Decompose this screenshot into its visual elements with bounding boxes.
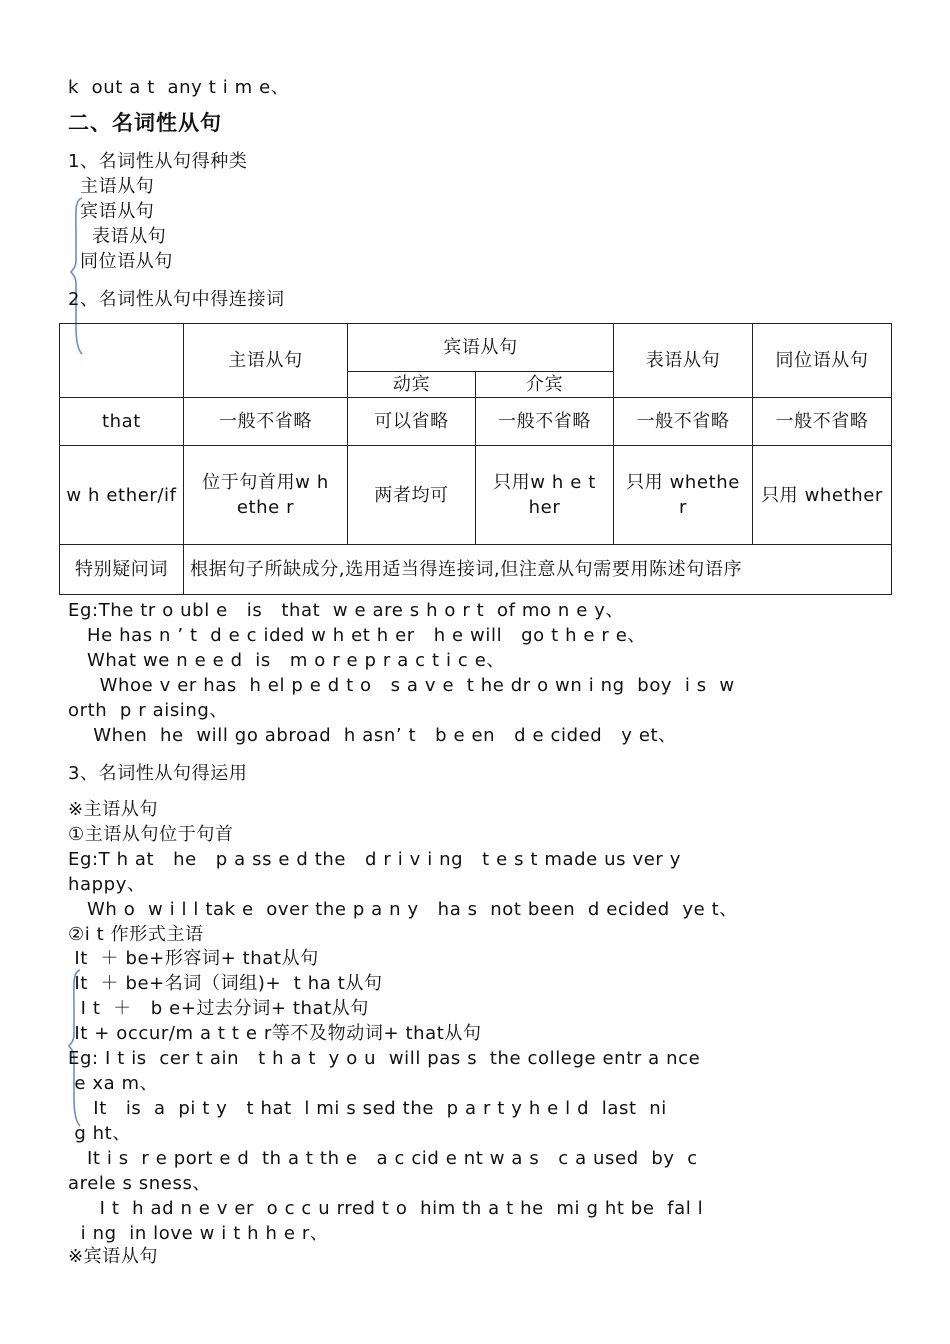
- table-cell-special-text: 根据句子所缺成分,选用适当得连接词,但注意从句需要用陈述句语序: [184, 545, 892, 595]
- pattern-line: It + occur/m a t t e r等不及物动词+ that从句: [68, 1023, 482, 1044]
- header-prep-object: 介宾: [476, 372, 614, 398]
- table-cell: 一般不省略: [753, 398, 892, 446]
- example-line: i ng in love w i t h h e r、: [68, 1223, 329, 1244]
- table-cell: 两者均可: [348, 446, 476, 545]
- header-verb-object: 动宾: [348, 372, 476, 398]
- pattern-line: I t ＋ b e+过去分词+ that从句: [68, 998, 369, 1019]
- example-line: He has n ’ t d e c ided w h et h er h e will go t h e r e、: [68, 625, 646, 646]
- table-cell: 只用 whethe r: [614, 446, 753, 545]
- subject-clause-title: ※主语从句: [68, 799, 159, 820]
- example-line: orth p r aising、: [68, 700, 229, 721]
- table-cell: that: [60, 398, 184, 446]
- intro-line: k out a t any t i m e、: [68, 77, 290, 98]
- example-line: It i s r e port e d th a t th e a c cid e nt w a s c a used by c: [68, 1148, 698, 1169]
- pattern-line: It ＋ be+名词（词组)+ t ha t从句: [68, 973, 383, 994]
- header-object: 宾语从句: [348, 324, 614, 372]
- example-line: Whoe v er has h el p e d t o s a v e t he dr o wn i ng boy i s w: [68, 675, 735, 696]
- example-line: Eg: I t is cer t ain t h a t y o u will pas s the college entr a nce: [68, 1048, 701, 1069]
- example-line: arele s sness、: [68, 1173, 212, 1194]
- example-line: g ht、: [68, 1123, 131, 1144]
- table-cell: 一般不省略: [476, 398, 614, 446]
- example-line: happy、: [68, 874, 146, 895]
- sub2-heading: ②i t 作形式主语: [68, 924, 204, 945]
- object-clause-title: ※宾语从句: [68, 1246, 159, 1267]
- table-cell: 位于句首用w h ethe r: [184, 446, 348, 545]
- section-title: 二、名词性从句: [68, 111, 222, 135]
- table-corner-cell: [60, 324, 184, 398]
- header-subject: 主语从句: [184, 324, 348, 398]
- part1-heading: 1、名词性从句得种类: [68, 151, 248, 172]
- type-item-object: 宾语从句: [80, 201, 155, 222]
- type-item-predicative: 表语从句: [92, 226, 167, 247]
- type-item-subject: 主语从句: [80, 176, 155, 197]
- header-predicative: 表语从句: [614, 324, 753, 398]
- table-cell: 一般不省略: [184, 398, 348, 446]
- example-line: Eg:The tr o ubl e is that w e are s h o r t of mo n e y、: [68, 600, 625, 621]
- example-line: What we n e e d is m o r e p r a c t i c e、: [68, 650, 505, 671]
- part2-heading: 2、名词性从句中得连接词: [68, 289, 285, 310]
- table-cell: 一般不省略: [614, 398, 753, 446]
- pattern-line: It ＋ be+形容词+ that从句: [68, 948, 319, 969]
- table-cell: w h ether/if: [60, 446, 184, 545]
- example-line: When he will go abroad h asn’ t b e en d e cided y et、: [68, 725, 677, 746]
- example-line: e xa m、: [68, 1073, 159, 1094]
- header-appositive: 同位语从句: [753, 324, 892, 398]
- part3-heading: 3、名词性从句得运用: [68, 763, 248, 784]
- example-line: I t h ad n e v er o c c u rred t o him th a t he mi g ht be fal l: [68, 1198, 704, 1219]
- table-cell: 可以省略: [348, 398, 476, 446]
- table-cell-special-label: 特别疑问词: [60, 545, 184, 595]
- connective-table: [59, 323, 892, 595]
- sub1-heading: ①主语从句位于句首: [68, 824, 234, 845]
- example-line: It is a pi t y t hat l mi s sed the p a r t y h e l d last ni: [68, 1098, 667, 1119]
- type-item-appositive: 同位语从句: [80, 251, 173, 272]
- table-cell: 只用 whether: [753, 446, 892, 545]
- table-cell: 只用w h e t her: [476, 446, 614, 545]
- example-line: Eg:T h at he p a ss e d the d r i v i ng t e s t made us ver y: [68, 849, 681, 870]
- example-line: Wh o w i l l tak e over the p a n y ha s not been d ecided ye t、: [68, 899, 738, 920]
